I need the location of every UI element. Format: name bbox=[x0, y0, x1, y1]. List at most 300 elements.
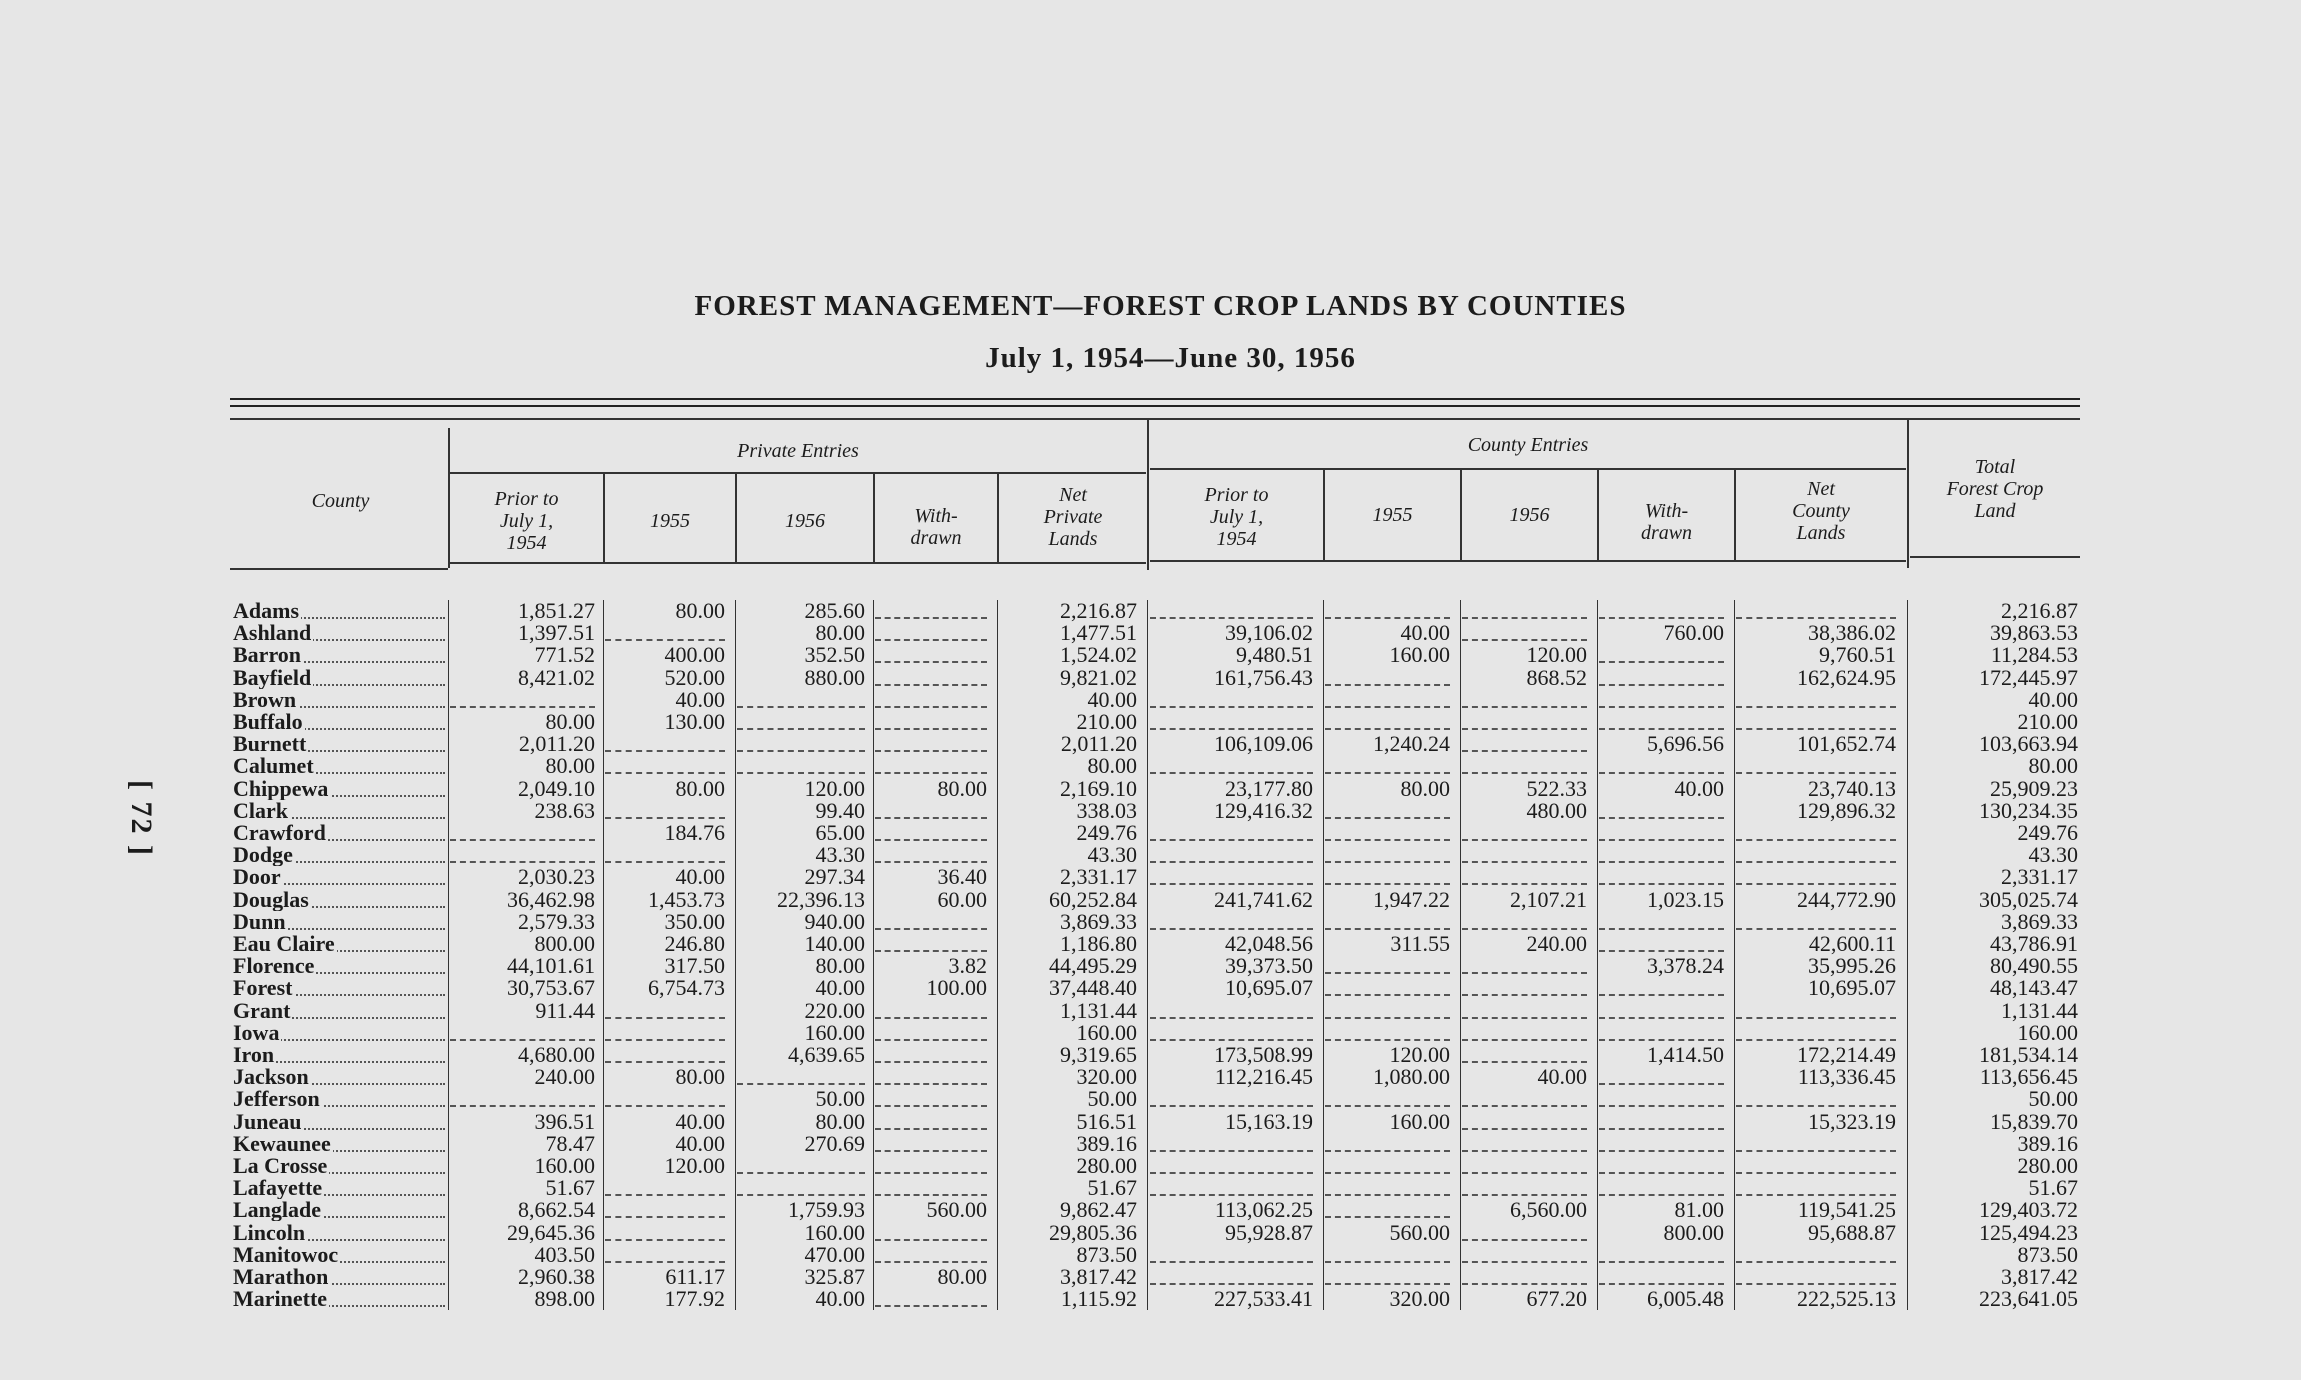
header-p-prior: Prior to July 1, 1954 bbox=[494, 488, 559, 554]
cell-c-wd: 3,378.24 bbox=[1647, 953, 1724, 979]
cell-total: 113,656.45 bbox=[1979, 1064, 2078, 1090]
empty-cell bbox=[1736, 1261, 1896, 1263]
empty-cell bbox=[1462, 1150, 1587, 1152]
empty-cell bbox=[737, 728, 865, 730]
empty-cell bbox=[1325, 1194, 1450, 1196]
cell-p-prior: 396.51 bbox=[534, 1108, 595, 1134]
empty-cell bbox=[1599, 1128, 1724, 1130]
empty-cell bbox=[1325, 1261, 1450, 1263]
empty-cell bbox=[1150, 1039, 1313, 1041]
empty-cell bbox=[1599, 883, 1724, 885]
cell-total: 223,641.05 bbox=[1979, 1286, 2078, 1312]
cell-c-net: 9,760.51 bbox=[1819, 642, 1896, 668]
empty-cell bbox=[1462, 772, 1587, 774]
cell-p-prior: 51.67 bbox=[545, 1175, 595, 1201]
cell-p-prior: 29,645.36 bbox=[507, 1219, 595, 1245]
empty-cell bbox=[1599, 1194, 1724, 1196]
table-row bbox=[0, 908, 2100, 934]
county-group-rule bbox=[1150, 468, 1906, 470]
cell-total: 50.00 bbox=[2028, 1086, 2078, 1112]
empty-cell bbox=[1462, 1017, 1587, 1019]
empty-cell bbox=[1325, 972, 1450, 974]
cell-p-net: 2,216.87 bbox=[1060, 598, 1137, 623]
cell-p-1955: 120.00 bbox=[664, 1153, 725, 1178]
cell-p-net: 50.00 bbox=[1087, 1086, 1137, 1112]
cell-p-1955: 1,453.73 bbox=[648, 886, 725, 912]
cell-total: 103,663.94 bbox=[1979, 731, 2078, 757]
empty-cell bbox=[875, 639, 987, 641]
header-county: County bbox=[311, 490, 370, 512]
header-bottom-rule bbox=[1910, 556, 2080, 558]
cell-c-wd: 800.00 bbox=[1663, 1219, 1724, 1245]
empty-cell bbox=[1150, 1283, 1313, 1285]
header-c-prior: Prior to July 1, 1954 bbox=[1204, 484, 1269, 550]
cell-c-prior: 95,928.87 bbox=[1225, 1219, 1313, 1245]
table-row bbox=[0, 1108, 2100, 1134]
cell-c-prior: 112,216.45 bbox=[1214, 1064, 1313, 1090]
body-col-divider bbox=[1460, 600, 1461, 1310]
empty-cell bbox=[737, 706, 865, 708]
empty-cell bbox=[1599, 994, 1724, 996]
body-col-divider bbox=[1597, 600, 1598, 1310]
table-row bbox=[0, 977, 2100, 999]
empty-cell bbox=[875, 1150, 987, 1152]
empty-cell bbox=[1736, 839, 1896, 841]
col-divider bbox=[1907, 418, 1909, 568]
cell-c-prior: 113,062.25 bbox=[1214, 1197, 1313, 1223]
cell-total: 48,143.47 bbox=[1990, 975, 2078, 1001]
cell-p-1955: 177.92 bbox=[664, 1286, 725, 1312]
empty-cell bbox=[1599, 861, 1724, 863]
empty-cell bbox=[1599, 1039, 1724, 1041]
table-row bbox=[0, 686, 2100, 712]
empty-cell bbox=[875, 617, 987, 619]
cell-c-1955: 1,080.00 bbox=[1373, 1064, 1450, 1090]
county-name: Clark bbox=[233, 800, 448, 822]
cell-c-net: 244,772.90 bbox=[1797, 886, 1896, 912]
empty-cell bbox=[605, 817, 725, 819]
table-row bbox=[0, 997, 2100, 1023]
empty-cell bbox=[875, 1105, 987, 1107]
empty-cell bbox=[875, 839, 987, 841]
empty-cell bbox=[605, 861, 725, 863]
cell-p-1955: 40.00 bbox=[675, 1108, 725, 1134]
cell-p-1955: 317.50 bbox=[664, 953, 725, 979]
cell-p-1956: 80.00 bbox=[815, 1108, 865, 1134]
cell-p-1956: 285.60 bbox=[804, 598, 865, 623]
cell-p-1956: 1,759.93 bbox=[788, 1197, 865, 1223]
cell-p-1956: 270.69 bbox=[804, 1130, 865, 1156]
col-divider bbox=[1147, 420, 1149, 570]
header-c-1956: 1956 bbox=[1509, 504, 1550, 526]
county-name: Forest bbox=[233, 977, 448, 999]
empty-cell bbox=[1736, 1194, 1896, 1196]
cell-c-net: 42,600.11 bbox=[1808, 931, 1896, 956]
empty-cell bbox=[1325, 684, 1450, 686]
cell-total: 280.00 bbox=[2017, 1153, 2078, 1178]
cell-p-1955: 184.76 bbox=[664, 820, 725, 845]
cell-total: 80,490.55 bbox=[1990, 953, 2078, 979]
cell-p-net: 1,186.80 bbox=[1060, 931, 1137, 956]
cell-c-1956: 677.20 bbox=[1526, 1286, 1587, 1312]
empty-cell bbox=[1325, 772, 1450, 774]
empty-cell bbox=[1462, 972, 1587, 974]
empty-cell bbox=[1599, 1283, 1724, 1285]
cell-p-1955: 6,754.73 bbox=[648, 975, 725, 1001]
empty-cell bbox=[1462, 728, 1587, 730]
cell-p-1955: 350.00 bbox=[664, 908, 725, 934]
cell-p-net: 160.00 bbox=[1076, 1019, 1137, 1045]
cell-p-net: 29,805.36 bbox=[1049, 1219, 1137, 1245]
cell-p-1955: 611.17 bbox=[665, 1264, 725, 1289]
cell-p-prior: 2,579.33 bbox=[518, 908, 595, 934]
cell-p-1956: 40.00 bbox=[815, 1286, 865, 1312]
cell-p-net: 338.03 bbox=[1076, 797, 1137, 823]
county-name: Bayfield bbox=[233, 667, 448, 689]
cell-total: 39,863.53 bbox=[1990, 620, 2078, 646]
cell-p-prior: 2,030.23 bbox=[518, 864, 595, 890]
empty-cell bbox=[1150, 1017, 1313, 1019]
empty-cell bbox=[1150, 928, 1313, 930]
header-county-entries: County Entries bbox=[1467, 434, 1589, 456]
page-title: FOREST MANAGEMENT—FOREST CROP LANDS BY COUNTIES bbox=[694, 290, 1627, 322]
cell-p-net: 3,817.42 bbox=[1060, 1264, 1137, 1289]
empty-cell bbox=[737, 1083, 865, 1085]
county-name: Calumet bbox=[233, 755, 448, 777]
cell-c-net: 162,624.95 bbox=[1797, 664, 1896, 690]
private-group-rule bbox=[450, 472, 1146, 474]
empty-cell bbox=[1599, 661, 1724, 663]
table-row bbox=[0, 1066, 2100, 1088]
empty-cell bbox=[1599, 928, 1724, 930]
cell-c-prior: 10,695.07 bbox=[1225, 975, 1313, 1001]
table-row bbox=[0, 1044, 2100, 1066]
empty-cell bbox=[1462, 1105, 1587, 1107]
empty-cell bbox=[1325, 839, 1450, 841]
empty-cell bbox=[1150, 728, 1313, 730]
cell-p-net: 9,862.47 bbox=[1060, 1197, 1137, 1223]
top-rule-2 bbox=[230, 405, 2080, 407]
cell-c-1955: 120.00 bbox=[1389, 1042, 1450, 1067]
cell-c-net: 119,541.25 bbox=[1797, 1197, 1896, 1223]
county-name: Iowa bbox=[233, 1022, 448, 1044]
empty-cell bbox=[1150, 861, 1313, 863]
cell-p-net: 9,319.65 bbox=[1060, 1042, 1137, 1067]
cell-total: 160.00 bbox=[2017, 1019, 2078, 1045]
cell-total: 51.67 bbox=[2028, 1175, 2078, 1201]
county-name: Barron bbox=[233, 644, 448, 666]
cell-c-1955: 40.00 bbox=[1400, 620, 1450, 646]
empty-cell bbox=[1325, 1216, 1450, 1218]
empty-cell bbox=[1325, 1172, 1450, 1174]
table-row bbox=[0, 1266, 2100, 1288]
empty-cell bbox=[1599, 617, 1724, 619]
cell-p-1956: 65.00 bbox=[815, 820, 865, 845]
cell-p-1956: 99.40 bbox=[815, 797, 865, 823]
empty-cell bbox=[1736, 1039, 1896, 1041]
cell-c-prior: 39,106.02 bbox=[1225, 620, 1313, 646]
empty-cell bbox=[1736, 1172, 1896, 1174]
county-name: Lafayette bbox=[233, 1177, 448, 1199]
cell-p-net: 210.00 bbox=[1076, 709, 1137, 734]
cell-c-net: 23,740.13 bbox=[1808, 775, 1896, 801]
cell-c-prior: 15,163.19 bbox=[1225, 1108, 1313, 1134]
cell-p-1956: 940.00 bbox=[804, 908, 865, 934]
cell-c-prior: 9,480.51 bbox=[1236, 642, 1313, 668]
body-col-divider bbox=[1147, 600, 1148, 1310]
county-name: Iron bbox=[233, 1044, 448, 1066]
cell-p-1956: 297.34 bbox=[804, 864, 865, 890]
cell-total: 181,534.14 bbox=[1979, 1042, 2078, 1067]
table-row bbox=[0, 797, 2100, 823]
cell-p-1956: 4,639.65 bbox=[788, 1042, 865, 1067]
empty-cell bbox=[737, 1194, 865, 1196]
empty-cell bbox=[1150, 1261, 1313, 1263]
table-row bbox=[0, 866, 2100, 888]
cell-p-1956: 80.00 bbox=[815, 953, 865, 979]
cell-c-1956: 240.00 bbox=[1526, 931, 1587, 956]
empty-cell bbox=[450, 861, 595, 863]
empty-cell bbox=[875, 1239, 987, 1241]
cell-p-prior: 8,421.02 bbox=[518, 664, 595, 690]
empty-cell bbox=[875, 750, 987, 752]
empty-cell bbox=[1462, 1194, 1587, 1196]
empty-cell bbox=[1150, 883, 1313, 885]
empty-cell bbox=[1462, 928, 1587, 930]
county-name: Crawford bbox=[233, 822, 448, 844]
cell-p-prior: 911.44 bbox=[535, 997, 595, 1023]
empty-cell bbox=[875, 772, 987, 774]
cell-p-1956: 160.00 bbox=[804, 1219, 865, 1245]
cell-total: 249.76 bbox=[2017, 820, 2078, 845]
empty-cell bbox=[875, 950, 987, 952]
cell-p-1956: 80.00 bbox=[815, 620, 865, 646]
empty-cell bbox=[1462, 883, 1587, 885]
empty-cell bbox=[737, 750, 865, 752]
cell-total: 25,909.23 bbox=[1990, 775, 2078, 801]
cell-c-wd: 81.00 bbox=[1674, 1197, 1724, 1223]
empty-cell bbox=[1462, 706, 1587, 708]
empty-cell bbox=[450, 1105, 595, 1107]
cell-p-prior: 771.52 bbox=[534, 642, 595, 668]
cell-p-net: 60,252.84 bbox=[1049, 886, 1137, 912]
table-row bbox=[0, 1155, 2100, 1177]
cell-p-wd: 60.00 bbox=[937, 886, 987, 912]
county-name: Jefferson bbox=[233, 1088, 448, 1110]
cell-total: 43,786.91 bbox=[1990, 931, 2078, 956]
cell-c-net: 172,214.49 bbox=[1797, 1042, 1896, 1067]
empty-cell bbox=[875, 1172, 987, 1174]
cell-total: 389.16 bbox=[2017, 1130, 2078, 1156]
cell-c-1956: 868.52 bbox=[1526, 664, 1587, 690]
empty-cell bbox=[1736, 1105, 1896, 1107]
empty-cell bbox=[1599, 684, 1724, 686]
cell-c-1955: 560.00 bbox=[1389, 1219, 1450, 1245]
cell-c-1956: 2,107.21 bbox=[1510, 886, 1587, 912]
cell-p-1956: 40.00 bbox=[815, 975, 865, 1001]
cell-total: 172,445.97 bbox=[1979, 664, 2078, 690]
empty-cell bbox=[1325, 706, 1450, 708]
cell-p-prior: 2,011.20 bbox=[518, 731, 595, 757]
cell-p-net: 389.16 bbox=[1076, 1130, 1137, 1156]
cell-c-1956: 480.00 bbox=[1526, 797, 1587, 823]
empty-cell bbox=[875, 1061, 987, 1063]
empty-cell bbox=[875, 1305, 987, 1307]
cell-p-1955: 40.00 bbox=[675, 1130, 725, 1156]
header-private-entries: Private Entries bbox=[737, 440, 859, 462]
empty-cell bbox=[1462, 994, 1587, 996]
table-row bbox=[0, 822, 2100, 844]
empty-cell bbox=[1462, 861, 1587, 863]
table-row bbox=[0, 755, 2100, 777]
empty-cell bbox=[1150, 1194, 1313, 1196]
cell-p-1955: 130.00 bbox=[664, 709, 725, 734]
county-name: Adams bbox=[233, 600, 448, 622]
body-col-divider bbox=[1734, 600, 1735, 1310]
cell-p-1955: 40.00 bbox=[675, 864, 725, 890]
cell-p-net: 1,477.51 bbox=[1060, 620, 1137, 646]
empty-cell bbox=[1736, 706, 1896, 708]
empty-cell bbox=[1325, 994, 1450, 996]
cell-p-wd: 36.40 bbox=[937, 864, 987, 890]
empty-cell bbox=[1599, 1105, 1724, 1107]
empty-cell bbox=[1462, 1128, 1587, 1130]
empty-cell bbox=[875, 661, 987, 663]
cell-p-net: 249.76 bbox=[1076, 820, 1137, 845]
cell-c-1956: 522.33 bbox=[1526, 775, 1587, 801]
county-name: Manitowoc bbox=[233, 1244, 448, 1266]
empty-cell bbox=[875, 1039, 987, 1041]
cell-c-net: 15,323.19 bbox=[1808, 1108, 1896, 1134]
county-name: Door bbox=[233, 866, 448, 888]
top-rule bbox=[230, 398, 2080, 400]
empty-cell bbox=[875, 728, 987, 730]
empty-cell bbox=[450, 839, 595, 841]
body-col-divider bbox=[1323, 600, 1324, 1310]
cell-c-1955: 160.00 bbox=[1389, 642, 1450, 668]
county-name: Eau Claire bbox=[233, 933, 448, 955]
empty-cell bbox=[1599, 1017, 1724, 1019]
table-row bbox=[0, 933, 2100, 955]
empty-cell bbox=[1150, 617, 1313, 619]
cell-p-1956: 220.00 bbox=[804, 997, 865, 1023]
page-subtitle: July 1, 1954—June 30, 1956 bbox=[985, 342, 1356, 374]
cell-p-1955: 400.00 bbox=[664, 642, 725, 668]
cell-p-net: 51.67 bbox=[1087, 1175, 1137, 1201]
table-row bbox=[0, 1177, 2100, 1199]
cell-total: 11,284.53 bbox=[1990, 642, 2078, 668]
empty-cell bbox=[1599, 1083, 1724, 1085]
cell-p-1955: 40.00 bbox=[675, 686, 725, 712]
empty-cell bbox=[737, 1172, 865, 1174]
header-c-1955: 1955 bbox=[1372, 504, 1413, 526]
cell-p-wd: 80.00 bbox=[937, 1264, 987, 1289]
header-total: Total Forest Crop Land bbox=[1946, 456, 2044, 522]
county-name: Douglas bbox=[233, 889, 448, 911]
empty-cell bbox=[1150, 706, 1313, 708]
cell-p-1956: 43.30 bbox=[815, 842, 865, 868]
cell-p-net: 320.00 bbox=[1076, 1064, 1137, 1090]
cell-p-net: 280.00 bbox=[1076, 1153, 1137, 1178]
header-bottom-rule bbox=[450, 562, 1146, 564]
cell-p-1956: 470.00 bbox=[804, 1241, 865, 1267]
empty-cell bbox=[1325, 817, 1450, 819]
header-net-private: Net Private Lands bbox=[1043, 484, 1103, 550]
cell-c-prior: 23,177.80 bbox=[1225, 775, 1313, 801]
empty-cell bbox=[1325, 883, 1450, 885]
table-row bbox=[0, 1241, 2100, 1267]
cell-p-1956: 22,396.13 bbox=[777, 886, 865, 912]
cell-c-1955: 1,240.24 bbox=[1373, 731, 1450, 757]
cell-p-1955: 80.00 bbox=[675, 1064, 725, 1090]
table-row bbox=[0, 775, 2100, 801]
empty-cell bbox=[1325, 1150, 1450, 1152]
empty-cell bbox=[1150, 772, 1313, 774]
cell-c-1955: 80.00 bbox=[1400, 775, 1450, 801]
cell-total: 43.30 bbox=[2028, 842, 2078, 868]
cell-total: 3,869.33 bbox=[2001, 908, 2078, 934]
county-name: Chippewa bbox=[233, 778, 448, 800]
cell-p-wd: 100.00 bbox=[926, 975, 987, 1001]
cell-p-net: 2,331.17 bbox=[1060, 864, 1137, 890]
cell-p-prior: 160.00 bbox=[534, 1153, 595, 1178]
empty-cell bbox=[1462, 1172, 1587, 1174]
cell-c-wd: 40.00 bbox=[1674, 775, 1724, 801]
cell-c-1955: 1,947.22 bbox=[1373, 886, 1450, 912]
header-p-1956: 1956 bbox=[785, 510, 825, 532]
empty-cell bbox=[875, 1128, 987, 1130]
table-row bbox=[0, 664, 2100, 690]
empty-cell bbox=[1736, 861, 1896, 863]
cell-p-prior: 1,397.51 bbox=[518, 620, 595, 646]
cell-c-1956: 6,560.00 bbox=[1510, 1197, 1587, 1223]
county-name: Langlade bbox=[233, 1199, 448, 1221]
empty-cell bbox=[605, 1039, 725, 1041]
table-row bbox=[0, 644, 2100, 666]
cell-p-1955: 246.80 bbox=[664, 931, 725, 956]
cell-c-wd: 5,696.56 bbox=[1647, 731, 1724, 757]
empty-cell bbox=[1462, 750, 1587, 752]
cell-p-1956: 325.87 bbox=[804, 1264, 865, 1289]
empty-cell bbox=[1599, 839, 1724, 841]
header-net-county: Net County Lands bbox=[1792, 478, 1850, 544]
county-name: Dunn bbox=[233, 911, 448, 933]
county-name: Marathon bbox=[233, 1266, 448, 1288]
cell-c-prior: 227,533.41 bbox=[1214, 1286, 1313, 1312]
cell-p-1956: 880.00 bbox=[804, 664, 865, 690]
county-name: Lincoln bbox=[233, 1222, 448, 1244]
county-name: Dodge bbox=[233, 844, 448, 866]
empty-cell bbox=[1325, 1283, 1450, 1285]
cell-p-prior: 78.47 bbox=[545, 1130, 595, 1156]
empty-cell bbox=[1736, 728, 1896, 730]
table-row bbox=[0, 1019, 2100, 1045]
cell-p-prior: 30,753.67 bbox=[507, 975, 595, 1001]
cell-c-1955: 311.55 bbox=[1390, 931, 1450, 956]
empty-cell bbox=[875, 861, 987, 863]
cell-c-1956: 40.00 bbox=[1537, 1064, 1587, 1090]
cell-total: 305,025.74 bbox=[1979, 886, 2078, 912]
cell-c-prior: 129,416.32 bbox=[1214, 797, 1313, 823]
header-bottom-rule bbox=[1150, 560, 1906, 562]
table-row bbox=[0, 711, 2100, 733]
cell-p-net: 1,131.44 bbox=[1060, 997, 1137, 1023]
empty-cell bbox=[1462, 617, 1587, 619]
cell-total: 125,494.23 bbox=[1979, 1219, 2078, 1245]
cell-c-net: 35,995.26 bbox=[1808, 953, 1896, 979]
empty-cell bbox=[1462, 1039, 1587, 1041]
empty-cell bbox=[1462, 1239, 1587, 1241]
